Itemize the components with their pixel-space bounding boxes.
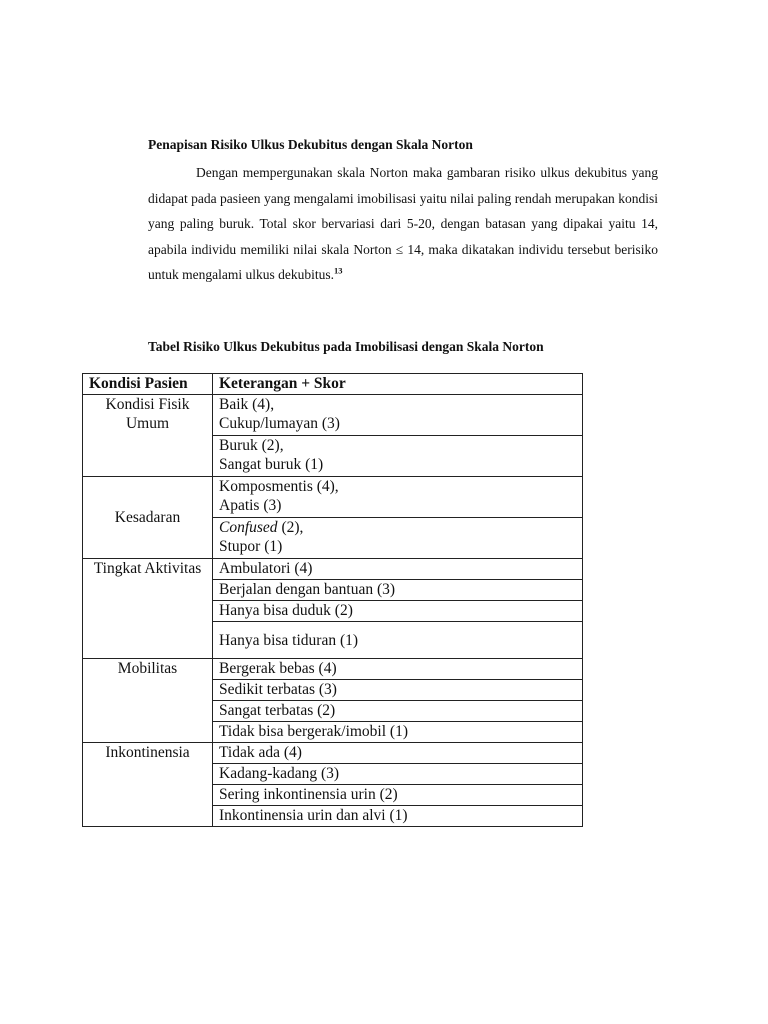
table-row <box>83 659 583 680</box>
kondisi-cell: Inkontinensia <box>83 743 213 827</box>
keterangan-cell: Bergerak bebas (4) <box>213 659 583 680</box>
keterangan-line: Buruk (2), <box>219 437 284 454</box>
paragraph-text: Dengan mempergunakan skala Norton maka gambaran risiko ulkus dekubitus yang didapat pada pasieen yang mengalami imobilisasi yaitu nilai paling rendah merupakan kondisi yang paling buruk. Total skor bervariasi dari 5-20, dengan batasan yang dipakai yaitu 14, apabila individu memiliki nilai skala Norton ≤ 14, maka dikatakan individu tersebut berisiko untuk mengalami ulkus dekubitus. <box>148 165 658 282</box>
keterangan-suffix: (2), <box>277 519 304 536</box>
keterangan-line: Komposmentis (4), <box>219 478 339 495</box>
keterangan-cell: Tidak bisa bergerak/imobil (1) <box>213 722 583 743</box>
keterangan-cell <box>213 395 583 436</box>
keterangan-cell: Inkontinensia urin dan alvi (1) <box>213 806 583 827</box>
keterangan-cell: Sering inkontinensia urin (2) <box>213 785 583 806</box>
keterangan-cell: Sangat terbatas (2) <box>213 701 583 722</box>
kondisi-cell: Kondisi Fisik Umum <box>83 395 213 477</box>
norton-scale-table <box>82 373 583 827</box>
table-row <box>83 477 583 518</box>
table-row <box>83 395 583 436</box>
keterangan-line: Baik (4), <box>219 396 275 413</box>
italic-term: Confused <box>219 519 278 536</box>
keterangan-cell: Ambulatori (4) <box>213 559 583 580</box>
keterangan-line <box>219 518 576 537</box>
keterangan-cell <box>213 436 583 477</box>
keterangan-cell: Hanya bisa tiduran (1) <box>213 622 583 659</box>
keterangan-line: Stupor (1) <box>219 538 283 555</box>
keterangan-cell: Berjalan dengan bantuan (3) <box>213 580 583 601</box>
header-kondisi-pasien: Kondisi Pasien <box>83 374 213 395</box>
keterangan-line: Sangat buruk (1) <box>219 456 324 473</box>
keterangan-cell <box>213 477 583 518</box>
kondisi-cell: Kesadaran <box>83 477 213 559</box>
keterangan-line: Cukup/lumayan (3) <box>219 415 340 432</box>
table-caption: Tabel Risiko Ulkus Dekubitus pada Imobilisasi dengan Skala Norton <box>148 339 544 354</box>
table-row <box>83 559 583 580</box>
keterangan-cell: Hanya bisa duduk (2) <box>213 601 583 622</box>
keterangan-cell: Sedikit terbatas (3) <box>213 680 583 701</box>
body-paragraph <box>148 160 658 288</box>
kondisi-cell: Mobilitas <box>83 659 213 743</box>
keterangan-cell <box>213 518 583 559</box>
keterangan-cell: Tidak ada (4) <box>213 743 583 764</box>
kondisi-cell: Tingkat Aktivitas <box>83 559 213 659</box>
citation-superscript: 13 <box>333 265 343 276</box>
table-row <box>83 743 583 764</box>
keterangan-cell: Kadang-kadang (3) <box>213 764 583 785</box>
header-keterangan-skor: Keterangan + Skor <box>213 374 583 395</box>
keterangan-line: Apatis (3) <box>219 497 282 514</box>
section-heading: Penapisan Risiko Ulkus Dekubitus dengan Skala Norton <box>148 137 473 152</box>
table-header-row <box>83 374 583 395</box>
